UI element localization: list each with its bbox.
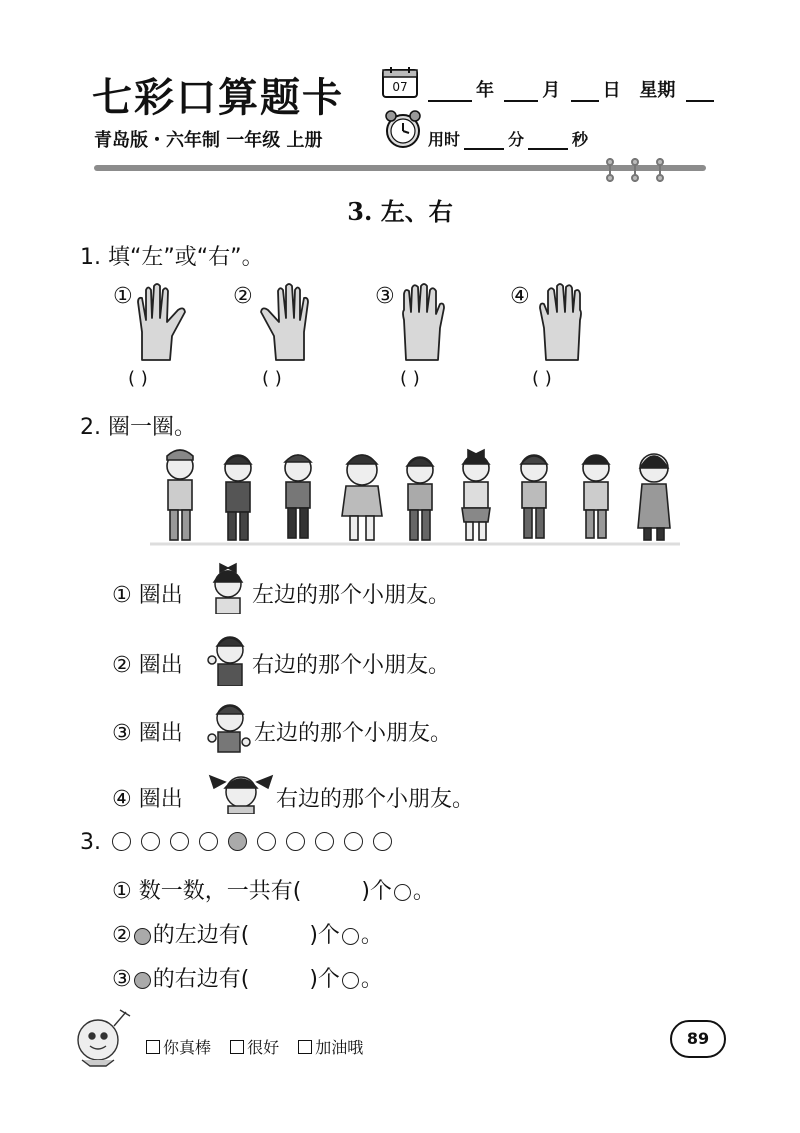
hand-image-2 xyxy=(256,282,312,366)
filled-circle-icon xyxy=(134,972,151,989)
circle xyxy=(170,832,189,851)
clock-icon xyxy=(382,108,424,154)
children-row-image xyxy=(150,446,680,552)
circle xyxy=(112,832,131,851)
rating-option-2[interactable]: 很好 xyxy=(230,1038,279,1057)
page-number: 89 xyxy=(670,1020,726,1058)
q2-item-1-num: ① 圈出 xyxy=(112,583,183,608)
q1-item-1-num: ① xyxy=(113,284,133,309)
q1-answer-3[interactable]: ( ) xyxy=(400,368,420,389)
q3-item-1: ① 数一数，一共有( )个 。 xyxy=(112,879,435,904)
hand-image-4 xyxy=(538,282,584,366)
boy-dark-jacket-icon xyxy=(204,630,252,690)
rating-option-1[interactable]: 你真棒 xyxy=(146,1038,211,1057)
circle-icon xyxy=(342,928,359,945)
month-label: 月 xyxy=(542,80,561,101)
filled-circle xyxy=(228,832,247,851)
q2-item-4-text: 右边的那个小朋友。 xyxy=(276,787,475,812)
calendar-icon xyxy=(382,66,418,102)
q3-item-3-num: ③ xyxy=(112,967,132,992)
time-used-line xyxy=(428,127,588,150)
q1-item-4-num: ④ xyxy=(510,284,530,309)
q3-item-2: ② 的左边有( )个 。 xyxy=(112,923,383,948)
q1-answer-1[interactable]: ( ) xyxy=(128,368,148,389)
q1-item-2-num: ② xyxy=(233,284,253,309)
hand-image-1 xyxy=(134,282,190,366)
year-label: 年 xyxy=(476,80,494,101)
time-used-label: 用时 xyxy=(428,130,461,149)
q3-item-3-text-a: 的右边有( xyxy=(152,967,250,992)
minute-label: 分 xyxy=(508,130,525,149)
q2-item-3-text: 左边的那个小朋友。 xyxy=(254,721,453,746)
filled-circle-icon xyxy=(134,928,151,945)
q3-item-1-text-b: )个 xyxy=(361,879,392,904)
boy-pointing-icon xyxy=(204,698,252,758)
q3-item-2-text-a: 的左边有( xyxy=(152,923,250,948)
girl-pigtails-icon xyxy=(206,768,276,818)
ribbon-decoration xyxy=(600,156,670,188)
rating-option-3[interactable]: 加油哦 xyxy=(298,1038,363,1057)
q3-item-2-text-b: )个 xyxy=(309,923,340,948)
circle xyxy=(199,832,218,851)
q1-item-3-num: ③ xyxy=(375,284,395,309)
rating-options xyxy=(146,1035,377,1058)
hand-image-3 xyxy=(400,282,446,366)
q3-item-2-num: ② xyxy=(112,923,132,948)
q1-prompt: 1. 填“左”或“右”。 xyxy=(80,245,264,270)
edition-label: 青岛版・六年制 一年级 上册 xyxy=(94,130,323,151)
q3-item-1-text-a: ① 数一数，一共有( xyxy=(112,879,302,904)
checkbox-icon xyxy=(298,1040,312,1054)
date-line xyxy=(424,76,718,102)
checkbox-icon xyxy=(230,1040,244,1054)
circle-row xyxy=(112,831,402,851)
mascot-icon xyxy=(70,1006,140,1072)
q2-item-3-num: ③ 圈出 xyxy=(112,721,183,746)
circle-icon xyxy=(394,884,411,901)
brand-title: 七彩口算题卡 xyxy=(92,74,344,121)
circle xyxy=(141,832,160,851)
girl-with-bow-icon xyxy=(204,560,252,618)
second-label: 秒 xyxy=(572,130,589,149)
q2-item-2-text: 右边的那个小朋友。 xyxy=(252,653,451,678)
circle xyxy=(373,832,392,851)
circle xyxy=(344,832,363,851)
q3-label: 3. xyxy=(80,830,101,855)
q1-answer-4[interactable]: ( ) xyxy=(532,368,552,389)
circle xyxy=(315,832,334,851)
q2-item-1-text: 左边的那个小朋友。 xyxy=(252,583,451,608)
day-label: 日 xyxy=(602,80,621,101)
lesson-title: 3. 左、右 xyxy=(347,197,453,226)
q2-item-4-num: ④ 圈出 xyxy=(112,787,183,812)
q2-prompt: 2. 圈一圈。 xyxy=(80,415,196,440)
checkbox-icon xyxy=(146,1040,160,1054)
circle-icon xyxy=(342,972,359,989)
weekday-label: 星期 xyxy=(639,80,676,101)
q3-item-3-text-b: )个 xyxy=(309,967,340,992)
circle xyxy=(257,832,276,851)
q1-answer-2[interactable]: ( ) xyxy=(262,368,282,389)
circle xyxy=(286,832,305,851)
calendar-day: 07 xyxy=(392,80,408,94)
q2-item-2-num: ② 圈出 xyxy=(112,653,183,678)
q3-item-3: ③ 的右边有( )个 。 xyxy=(112,967,383,992)
